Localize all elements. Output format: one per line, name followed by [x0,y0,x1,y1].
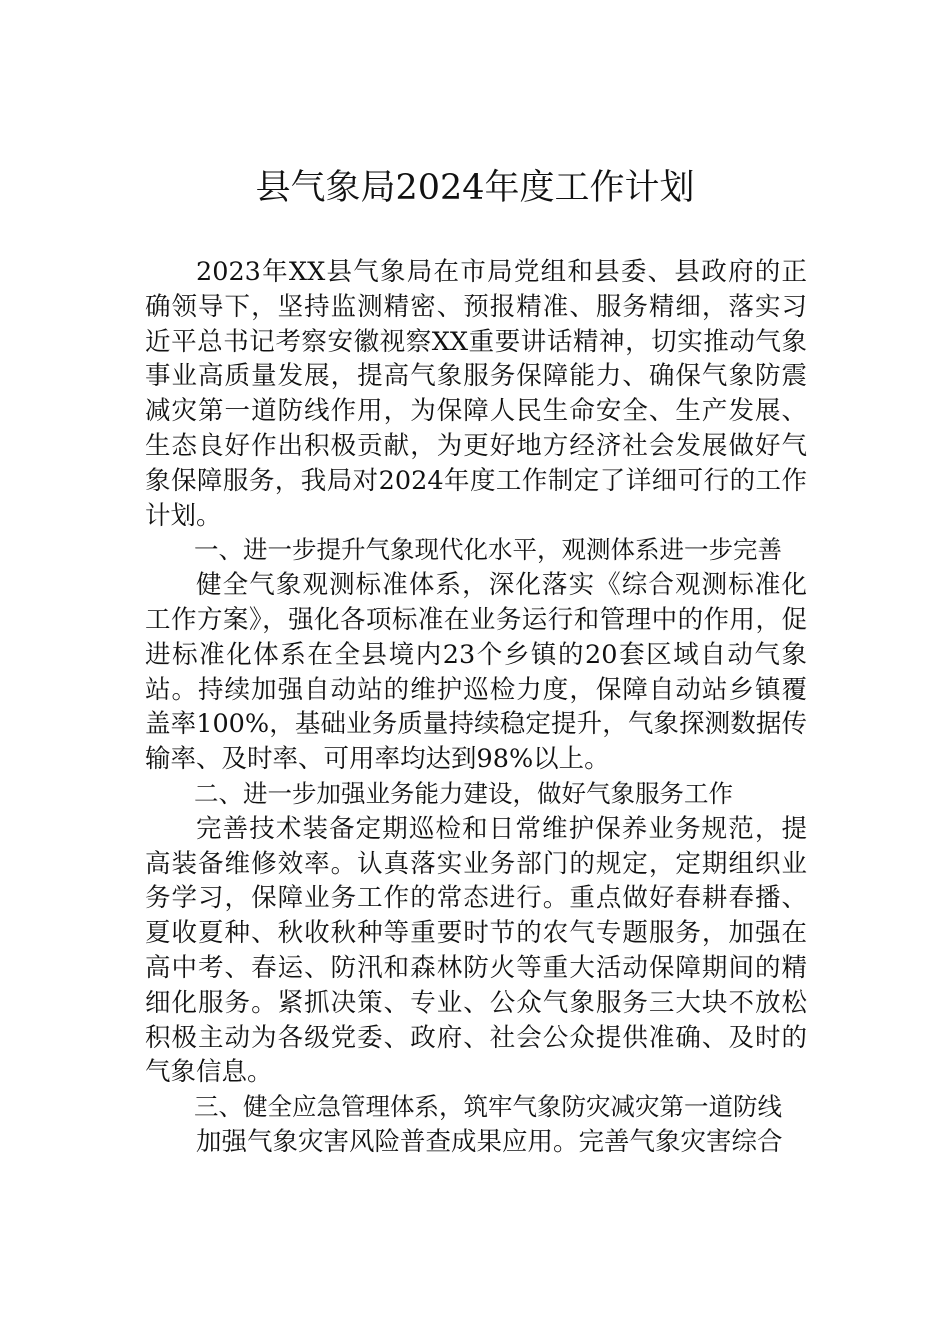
document-body [145,255,807,1160]
section-3-paragraph: 加强气象灾害风险普查成果应用。完善气象灾害综合 [196,1126,783,1157]
section-heading-2: 二、进一步加强业务能力建设，做好气象服务工作 [194,778,733,808]
section-heading-3: 三、健全应急管理体系，筑牢气象防灾减灾第一道防线 [194,1092,782,1122]
document-title: 县气象局2024年度工作计划 [255,168,695,208]
intro-paragraph: 2023年XX县气象局在市局党组和县委、县政府的正确领导下，坚持监测精密、预报精准、服务精细，落实习近平总书记考察安徽视察XX重要讲话精神，切实推动气象事业高质量发展，提高气象服务保障能力、确保气象防震减灾第一道防线作用，为保障人民生命安全、生产发展、生态良好作出积极贡献，为更好地方经济社会发展做好气象保障服务，我局对2024年度工作制定了详细可行的工作计划。 [145,257,807,531]
section-heading-1: 一、进一步提升气象现代化水平，观测体系进一步完善 [194,535,782,565]
section-2-paragraph: 完善技术装备定期巡检和日常维护保养业务规范，提高装备维修效率。认真落实业务部门的规定，定期组织业务学习，保障业务工作的常态进行。重点做好春耕春播、夏收夏种、秋收秋种等重要时节的农气专题服务，加强在高中考、春运、防汛和森林防火等重大活动保障期间的精细化服务。紧抓决策、专业、公众气象服务三大块不放松积极主动为各级党委、政府、社会公众提供准确、及时的气象信息。 [145,813,807,1088]
section-1-paragraph: 健全气象观测标准体系，深化落实《综合观测标准化工作方案》，强化各项标准在业务运行和管理中的作用，促进标准化体系在全县境内23个乡镇的20套区域自动气象站。持续加强自动站的维护巡检力度，保障自动站乡镇覆盖率100%，基础业务质量持续稳定提升，气象探测数据传输率、及时率、可用率均达到98%以上。 [145,570,807,775]
